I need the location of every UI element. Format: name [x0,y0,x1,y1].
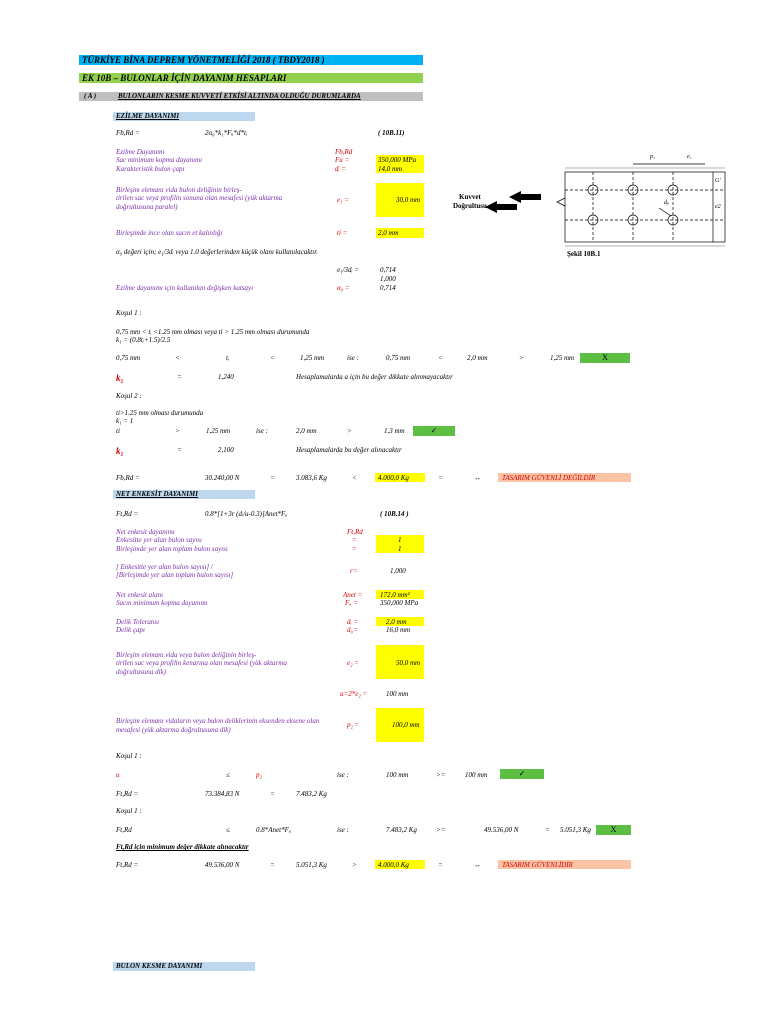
label-tolerans: Delik Toleransı [116,618,160,626]
label-anet: Net enkesit alanı [116,591,164,599]
net-k2-c5: 5.051,3 Kg [560,826,591,834]
k2-title: Koşul 2 : [116,392,142,400]
label-ezilme-dayanimi: Ezilme Dayanımı [116,148,165,156]
value-r: 1,000 [390,567,406,575]
net-res1-lhs: Ft,Rd = [116,790,139,798]
label-delik-capi: Delik çapı [116,626,145,634]
label-ti: Birleşimde ince olan sacın et kalınlığı [116,229,223,237]
net-k2-c3: 7.483,2 Kg [386,826,417,834]
k1-lt3: < [438,354,443,362]
net-result-gt: > [352,861,357,869]
k1-c5: 2,0 mm [467,354,488,362]
value-u: 100 mm [386,690,409,698]
k2-k-eq: = [177,446,182,454]
sym-p2: p₂ = [347,721,360,729]
net-result-eq2: = [438,861,443,869]
label-e1-line3: doğrultusuna paralel) [116,203,178,211]
net-k1-c3: 100 mm [386,771,409,779]
label-bulon-capi: Karakteristik bulon çapı [116,165,185,173]
k1-k-eq: = [177,373,182,381]
sym-fu2: Fᵤ = [345,599,358,607]
label-p2-line2: mesafesi (yük aktarma doğrultusuna dik) [116,726,231,734]
k2-note: Hesaplamalarda bu değer alınacaktır [296,446,402,454]
sym-n1: = [352,536,357,544]
net-k2-ise: ise : [337,826,349,834]
ezilme-result-lt: < [352,474,357,482]
ezilme-formula: 2α₀*k₁*Fᵤ*d*tᵢ [205,129,248,137]
k1-k-sym: k₁ [116,373,124,383]
label-net-enkesit: Net enkesit dayanımı [116,528,175,536]
fig-force-label2: Doğrultusu [453,202,487,210]
sym-n2: = [352,545,357,553]
k1-desc1: 0,75 mm < tᵢ <1.25 mm olması veya ti > 1.25 mm olması durumunda [116,328,310,336]
k1-k-value: 1,240 [218,373,234,381]
k2-gt2: > [347,427,352,435]
value-anet: 172,0 mm² [380,591,410,599]
k1-c1: 0,75 mm [116,354,141,362]
k2-k-value: 2,100 [218,446,234,454]
sym-tol: dᵢ = [347,618,359,626]
net-k2-c1: Ft,Rd [116,826,132,834]
sym-fbrd: Fb,Rd [335,148,353,156]
net-k1-title: Koşul 1 : [116,752,142,760]
ezilme-result-n: 30.240,00 N [205,474,240,482]
k1-note: Hesaplamalarda a için bu değer dikkate alınmayacaktır [296,373,453,381]
net-res1-eq: = [270,790,275,798]
net-k2-fail-mark: X [596,825,631,835]
fig-label-g: G' [715,178,721,184]
sym-di: dᵢ = [335,165,347,173]
label-e1-line2: tirilen sac veya profilin sonuna olan mesafesi (yük aktarma [116,194,283,202]
net-formula-lhs: Ft,Rd = [116,510,139,518]
k2-c3: 2,0 mm [296,427,317,435]
sym-alpha: α₀ = [337,284,350,292]
sym-ratio: e₁/3dᵢ = [337,266,360,274]
ezilme-result-lhs: Fb,Rd = [116,474,140,482]
k2-desc1: ti>1.25 mm olması durumunda [116,409,204,417]
ezilme-heading: EZİLME DAYANIMI [116,112,180,120]
label-r-line1: [ Enkesitte yer alan bulon sayısı] / [116,563,213,571]
fig-force-label1: Kuvvet [459,193,481,201]
k1-c3: 1,25 mm [300,354,325,362]
net-k2-le: ≤ [226,826,230,834]
arrow-left [485,201,517,213]
value-fu: 350,000 MPa [378,156,417,164]
k1-c6: 1,25 mm [550,354,575,362]
sym-ti: ti = [337,229,348,237]
net-result-load: 4.000,0 Kg [378,861,409,869]
value-di: 14,0 mm [378,165,403,173]
ezilme-formula-lhs: Fb,Rd = [116,129,140,137]
sym-e1: e₁ = [337,196,350,204]
section-title: BULONLARIN KESME KUVVETİ ETKİSİ ALTINDA OLDUĞU DURUMLARDA [118,92,361,100]
net-k1-c4: 100 mm [465,771,488,779]
k1-desc2: k₁ = (0.8tᵢ+1.5)/2.5 [116,336,171,344]
bolt-figure [445,150,735,260]
ezilme-arrow: ↔ [474,474,481,482]
value-e1: 30,0 mm [396,196,421,204]
net-formula: 0.8*[1+3r (dᵢ/u-0.3)]Anet*Fᵤ [205,510,288,518]
k2-c4: 1,3 mm [384,427,405,435]
ezilme-eq-no: ( 10B.11) [378,129,405,137]
sym-d0: d₀= [347,626,358,634]
net-k1-ok-mark: ✓ [500,769,544,779]
fig-label-e1: e₁ [687,154,692,160]
ezilme-result-load: 4.000,0 Kg [378,474,409,482]
net-result-eq: = [270,861,275,869]
value-fu2: 350,000 MPa [380,599,419,607]
k1-c2: tᵢ [226,354,230,362]
label-alpha: Ezilme dayanımı için kullanılan değişken katsayı [116,284,254,292]
net-verdict: TASARIM GÜVENLİDİR [502,861,573,869]
sym-r: r= [350,567,358,575]
fig-label-p1: p₁ [650,154,656,160]
ezilme-result-eq: = [270,474,275,482]
plate-outline [565,172,725,242]
label-e1-line1: Birleşim elemanı vida bulon deliğinin birleş- [116,186,242,194]
k2-c2: 1,25 mm [206,427,231,435]
value-n1: 1 [398,536,402,544]
document-title: TÜRKİYE BİNA DEPREM YÖNETMELİĞİ 2018 ( TBDY2018 ) [82,55,325,65]
label-fu2: Sacın minimum kopma dayanımı [116,599,208,607]
k2-ok-mark: ✓ [413,426,455,436]
label-e2-line3: doğrultusuna dik) [116,668,166,676]
value-d0: 16,0 mm [386,626,411,634]
net-result-n: 49.536,00 N [205,861,240,869]
k2-k-sym: k₁ [116,446,124,456]
k1-ise: ise : [347,354,359,362]
label-toplam-bulon: Birleşimde yer alan toplam bulon sayısı [116,545,228,553]
net-min-note: Ft,Rd için minimum değer dikkate alınacaktır [116,843,249,851]
net-k1-c2: p₂ [256,771,262,779]
net-heading: NET ENKESİT DAYANIMI [116,490,198,498]
ezilme-result-kg: 3.083,6 Kg [296,474,327,482]
net-k2-eq: = [545,826,550,834]
value-alpha: 0,714 [380,284,396,292]
ezilme-verdict: TASARIM GÜVENLİ DEĞİLDİR [502,474,596,482]
k1-fail-mark: X [580,353,630,363]
net-k2-ge: >= [436,826,446,834]
label-p2-line1: Birleşim elemanı vidaların veya bulon deliklerinin eksenden eksene olan [116,717,320,725]
net-arrow: ↔ [474,861,481,869]
label-r-line2: [Birleşimde yer alan toplam bulon sayısı] [116,571,234,579]
k2-desc2: k₁ = 1 [116,417,134,425]
fig-label-d: dᵦ [664,200,669,206]
net-eq-no: ( 10B.14 ) [380,510,409,518]
sym-fu: Fu = [335,156,350,164]
sym-e2: e₂ = [347,659,360,667]
k2-ise: ise : [256,427,268,435]
label-sac-kopma: Sac minimum kopma dayanımı [116,156,203,164]
sym-u: u=2*e₂ = [340,690,368,698]
net-k2-title: Koşul 1 : [116,807,142,815]
value-one: 1,000 [380,275,396,283]
net-res1-kg: 7.483,2 Kg [296,790,327,798]
net-k1-ge: >= [436,771,446,779]
net-k1-le: ≤ [226,771,230,779]
section-number: ( A ) [84,92,97,100]
net-k2-c4: 49.536,00 N [484,826,519,834]
bulon-heading: BULON KESME DAYANIMI [116,962,203,970]
value-tol: 2,0 mm [386,618,407,626]
sym-ftrd: Ft,Rd [347,528,363,536]
label-enkesit-bulon: Enkesitte yer alan bulon sayısı [116,536,202,544]
value-n2: 1 [398,545,402,553]
net-k2-c2: 0.8*Anet*Fᵤ [256,826,291,834]
value-p2: 100,0 mm [392,721,420,729]
k2-gt1: > [175,427,180,435]
alpha-note: α₀ değeri için; e₁/3dᵢ veya 1.0 değerlerinden küçük olanı kullanılacaktır. [116,248,318,256]
net-res1-n: 73.384,83 N [205,790,240,798]
value-e2: 50,0 mm [396,659,421,667]
k1-title: Koşul 1 : [116,309,142,317]
value-ti: 2,0 mm [378,229,399,237]
k1-gt: > [519,354,524,362]
ezilme-result-eq2: = [438,474,443,482]
net-result-kg: 5.051,3 Kg [296,861,327,869]
label-e2-line2: tirilen sac veya profilin kenarına olan mesafesi (yük aktarma [116,659,287,667]
net-k1-c1: u [116,771,120,779]
fig-label-e2: e2 [715,204,721,210]
sym-anet: Anet = [343,591,363,599]
k1-lt1: < [175,354,180,362]
k1-c4: 0,75 mm [386,354,411,362]
value-ratio: 0,714 [380,266,396,274]
fig-caption: Şekil 10B.1 [567,250,601,258]
label-e2-line1: Birleşim elemanı vida veya bulon deliğinin birleş- [116,651,257,659]
k1-lt2: < [270,354,275,362]
net-k1-ise: ise : [337,771,349,779]
annex-title: EK 10B – BULONLAR İÇİN DAYANIM HESAPLARI [82,73,287,83]
k2-c1: ti [116,427,120,435]
arrow-right [509,191,541,203]
net-result-lhs: Ft,Rd = [116,861,139,869]
